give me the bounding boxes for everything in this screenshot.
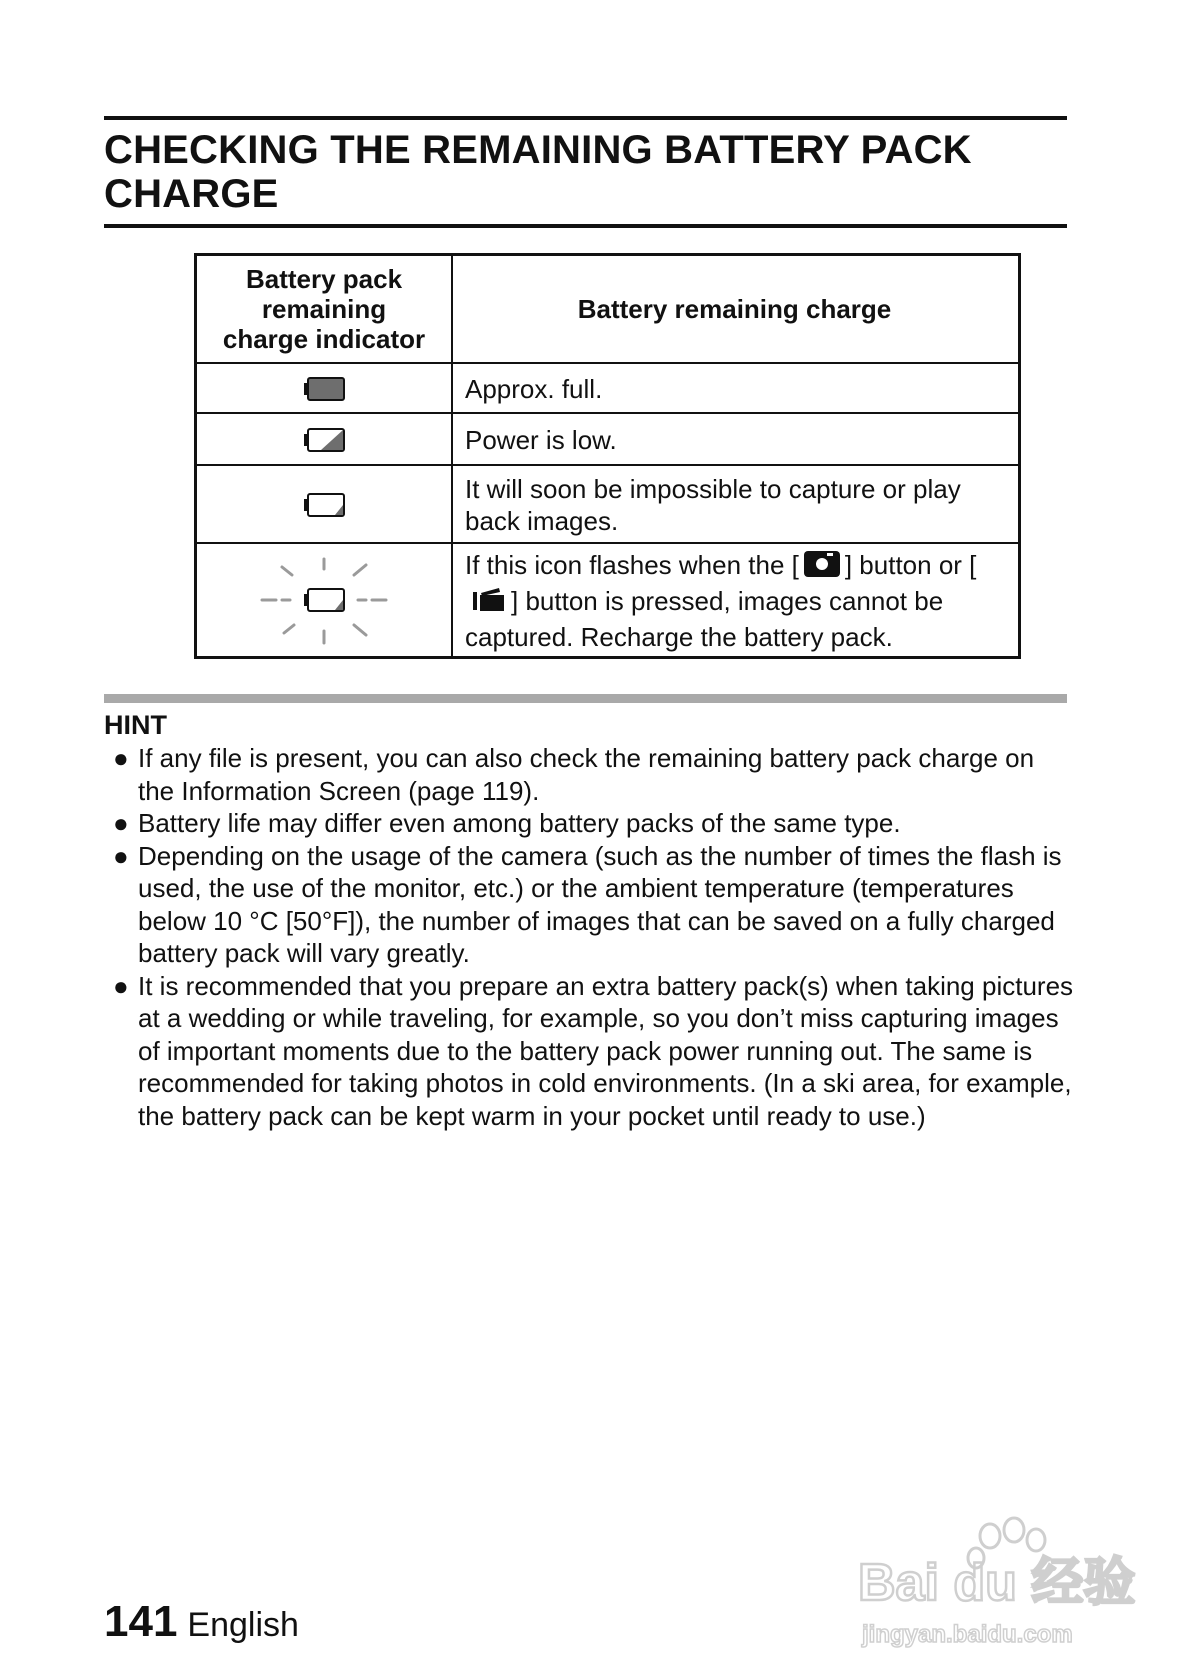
battery-half-icon: [303, 427, 345, 453]
list-item: ● It is recommended that you prepare an extra battery pack(s) when taking pictures at a wedding or while traveling, for example, so you don’t miss capturing images of important moments due to the battery pack power running out. The same is recommended for taking photos in cold environments. (In a ski area, for example, the battery pack can be kept warm in your pocket until ready to use.): [113, 970, 1074, 1131]
table-row: [197, 464, 1018, 544]
row-text: Power is low.: [465, 425, 617, 455]
page-number: 141: [104, 1597, 178, 1646]
video-camera-icon: [469, 586, 507, 621]
list-item: ● Depending on the usage of the camera (such as the number of times the flash is used, the use of the monitor, etc.) or the ambient temperature (temperatures below 10 °C [50°F]), the number of images that can be saved on a fully charged battery pack will vary greatly.: [113, 840, 1062, 968]
battery-flashing-icon: [254, 553, 394, 649]
title-rule-bottom: [104, 224, 1067, 228]
battery-full-icon: [303, 376, 345, 402]
page-footer: [104, 1597, 299, 1647]
battery-low-icon: [303, 492, 345, 518]
hint-divider: [104, 694, 1067, 703]
baidu-watermark-logo: [852, 1506, 1142, 1652]
row-text: If this icon flashes when the [ ] button or [] button is pressed, images cannot be captured. Recharge the battery pack.: [465, 550, 977, 652]
header-charge: Battery remaining charge: [577, 294, 892, 324]
page-language: English: [187, 1606, 299, 1644]
title-rule-top: [104, 116, 1067, 120]
list-item: ● Battery life may differ even among battery packs of the same type.: [113, 808, 901, 838]
table-row: [197, 412, 1018, 466]
hint-list: [104, 742, 1074, 1132]
row-text: Approx. full.: [465, 374, 603, 404]
watermark-url: jingyan.baidu.com: [862, 1621, 1073, 1648]
hint-title: HINT: [104, 710, 167, 740]
header-indicator: Battery pack remaining charge indicator: [222, 264, 426, 354]
table-row: [197, 362, 1018, 414]
camera-icon: [803, 550, 841, 585]
watermark-brand: Bai du 经验: [858, 1554, 1136, 1612]
table-header-row: [197, 256, 1018, 362]
table-row: [197, 542, 1018, 658]
list-item: ● If any file is present, you can also check the remaining battery pack charge on the Information Screen (page 119).: [113, 743, 1035, 806]
table-divider: [451, 256, 453, 656]
row-text: It will soon be impossible to capture or play back images.: [465, 474, 961, 536]
page-title: CHECKING THE REMAINING BATTERY PACK CHARGE: [104, 128, 972, 216]
battery-indicator-table: [194, 253, 1021, 659]
